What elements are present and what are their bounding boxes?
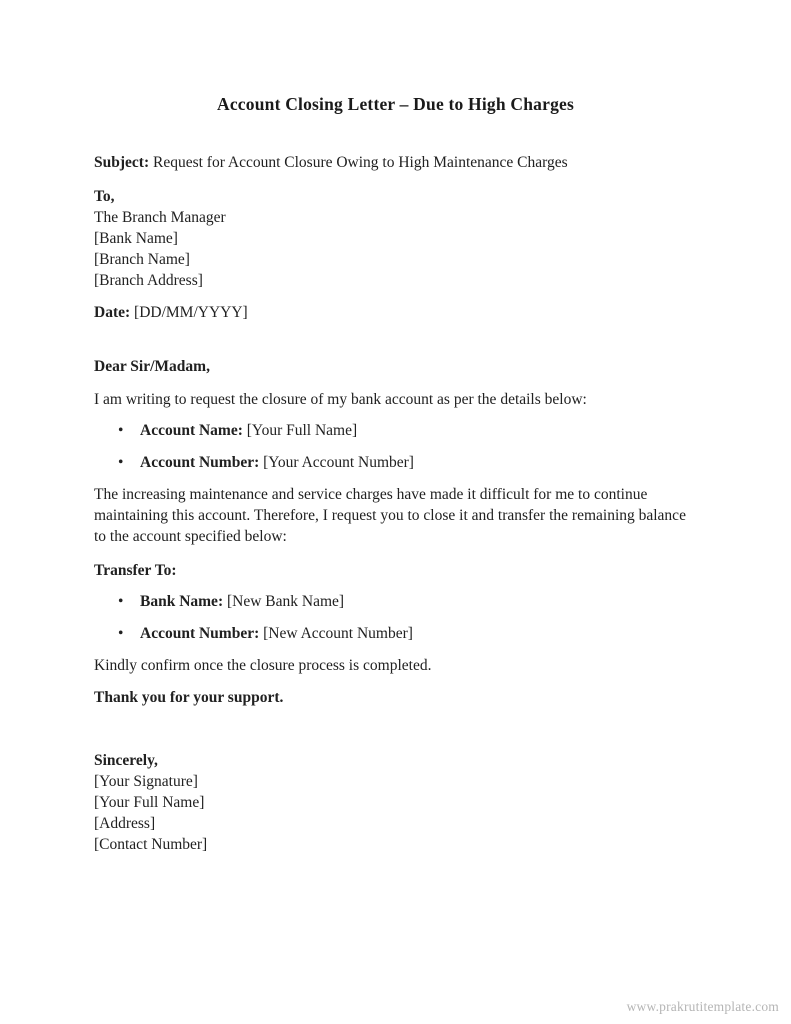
intro-paragraph: I am writing to request the closure of my bank account as per the details below: (94, 391, 587, 408)
detail-label: Account Number: (140, 454, 260, 471)
transfer-heading: Transfer To: (94, 562, 177, 579)
to-label: To, (94, 188, 115, 205)
footer-watermark: www.prakrutitemplate.com (626, 999, 779, 1014)
detail-value: [Your Account Number] (263, 454, 414, 471)
closing-request: Kindly confirm once the closure process is completed. (94, 657, 432, 674)
recipient-block (94, 186, 697, 291)
signature-block (94, 750, 697, 855)
account-details-list (94, 420, 697, 473)
recipient-line: [Bank Name] (94, 230, 178, 247)
transfer-details-list (94, 591, 697, 644)
recipient-line: [Branch Name] (94, 251, 190, 268)
detail-value: [New Bank Name] (226, 593, 345, 610)
date-line (94, 302, 697, 323)
detail-value: [Your Full Name] (246, 422, 358, 439)
detail-value: [New Account Number] (263, 625, 413, 642)
subject-line (94, 152, 697, 173)
subject-label: Subject: (94, 154, 150, 171)
signoff: Sincerely, (94, 752, 158, 769)
detail-label: Account Name: (140, 422, 243, 439)
thanks-line: Thank you for your support. (94, 689, 284, 706)
salutation: Dear Sir/Madam, (94, 358, 210, 375)
date-value: [DD/MM/YYYY] (134, 304, 248, 321)
signature-line: [Your Signature] (94, 773, 198, 790)
recipient-line: [Branch Address] (94, 272, 203, 289)
date-label: Date: (94, 304, 131, 321)
signature-line: [Address] (94, 815, 156, 832)
detail-label: Account Number: (140, 625, 260, 642)
recipient-line: The Branch Manager (94, 209, 226, 226)
list-item-bank-name (94, 591, 697, 612)
list-item-account-name (94, 420, 697, 441)
body-paragraph: The increasing maintenance and service charges have made it difficult for me to continue maintaining this account. Therefore, I request you to close it and transfer the remaining balance to the account specified below: (94, 486, 686, 545)
list-item-new-account-number (94, 623, 697, 644)
detail-label: Bank Name: (140, 593, 224, 610)
signature-line: [Contact Number] (94, 836, 208, 853)
page-title: Account Closing Letter – Due to High Charges (217, 94, 574, 114)
signature-line: [Your Full Name] (94, 794, 205, 811)
list-item-account-number (94, 452, 697, 473)
subject-text: Request for Account Closure Owing to High Maintenance Charges (152, 154, 568, 171)
